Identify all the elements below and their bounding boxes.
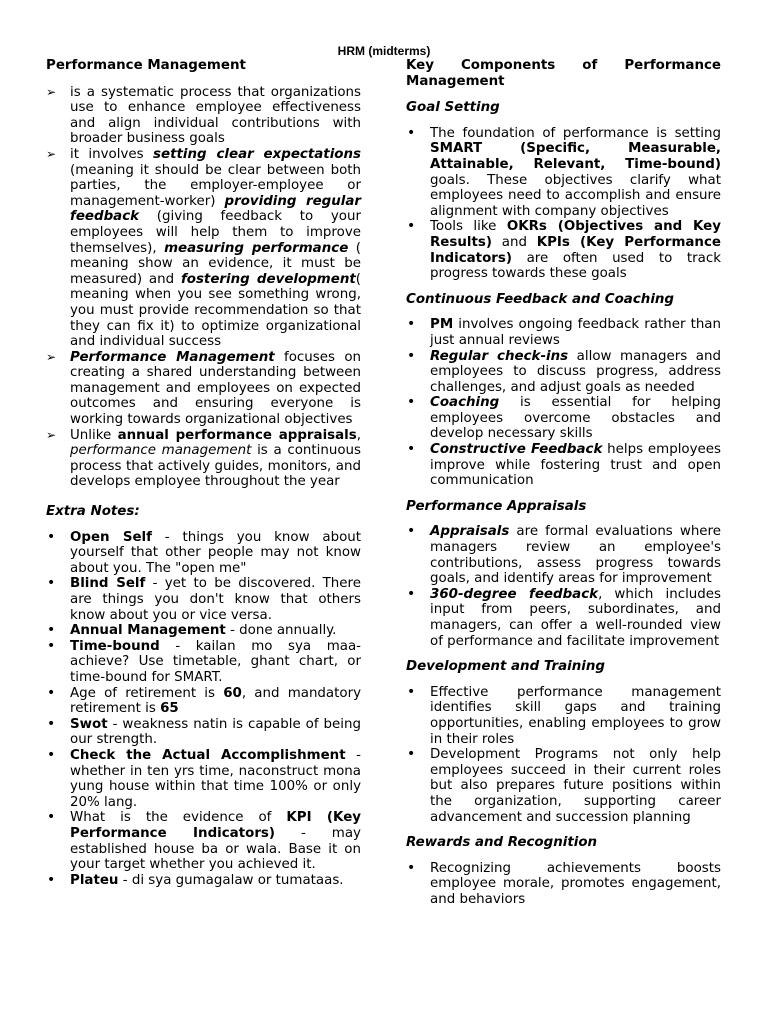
development-training-list	[406, 685, 721, 825]
development-training-heading: Development and Training	[406, 659, 605, 675]
list-item: • Effective performance management identifies skill gaps and training opportunities, enabling employees to grow in their roles	[406, 685, 721, 747]
continuous-feedback-list	[406, 317, 721, 489]
list-item: • Coaching is essential for helping employees overcome obstacles and develop necessary skills	[406, 395, 721, 442]
performance-appraisals-list	[406, 524, 721, 649]
rewards-recognition-list	[406, 861, 721, 908]
list-item: ➢ Unlike annual performance appraisals, performance management is a continuous process that actively guides, monitors, and develops employee throughout the year	[46, 428, 361, 490]
list-item: • Recognizing achievements boosts employee morale, promotes engagement, and behaviors	[406, 861, 721, 908]
list-item: • Annual Management - done annually.	[46, 623, 361, 639]
document-title: HRM (midterms)	[337, 44, 431, 58]
performance-appraisals-heading: Performance Appraisals	[406, 498, 587, 514]
list-item: • Time-bound - kailan mo sya maa-achieve? Use timetable, ghant chart, or time-bound for SMART.	[46, 639, 361, 686]
list-item: • Age of retirement is 60, and mandatory retirement is 65	[46, 686, 361, 717]
key-components-heading: Key Components of Performance Management	[406, 58, 721, 89]
list-item: • Swot - weakness natin is capable of being our strength.	[46, 717, 361, 748]
list-item: • Tools like OKRs (Objectives and Key Results) and KPIs (Key Performance Indicators) are often used to track progress towards these goals	[406, 219, 721, 281]
right-column	[406, 58, 721, 908]
list-item: • Check the Actual Accomplishment - whether in ten yrs time, naconstruct mona yung house within that time 100% or only 20% lang.	[46, 748, 361, 810]
list-item: • Open Self - things you know about yourself that other people may not know about you. The "open me"	[46, 530, 361, 577]
list-item: • What is the evidence of KPI (Key Performance Indicators) - may established house ba or wala. Base it on your target whether you achieved it.	[46, 810, 361, 872]
left-column	[46, 58, 361, 888]
list-item: • Constructive Feedback helps employees improve while fostering trust and open communication	[406, 442, 721, 489]
definition-list	[46, 85, 361, 490]
list-item: • Plateu - di sya gumagalaw or tumataas.	[46, 873, 361, 889]
extra-notes-list	[46, 530, 361, 889]
list-item: • Blind Self - yet to be discovered. There are things you don't know that others know about you or vice versa.	[46, 576, 361, 623]
extra-notes-heading: Extra Notes:	[46, 504, 140, 520]
list-item: ➢ is a systematic process that organizations use to enhance employee effectiveness and align individual contributions with broader business goals	[46, 85, 361, 147]
continuous-feedback-heading: Continuous Feedback and Coaching	[406, 291, 675, 307]
performance-management-heading: Performance Management	[46, 58, 246, 73]
list-item: ➢ Performance Management focuses on creating a shared understanding between management and employees on expected outcomes and ensuring everyone is working towards organizational objectives	[46, 350, 361, 428]
list-item: • 360-degree feedback, which includes input from peers, subordinates, and managers, can offer a well-rounded view of performance and facilitate improvement	[406, 587, 721, 649]
list-item: • Regular check-ins allow managers and employees to discuss progress, address challenges, and adjust goals as needed	[406, 349, 721, 396]
list-item: • Appraisals are formal evaluations where managers review an employee's contributions, assess progress towards goals, and identify areas for improvement	[406, 524, 721, 586]
goal-setting-heading: Goal Setting	[406, 100, 500, 116]
list-item: ➢ it involves setting clear expectations (meaning it should be clear between both parties, the employer-employee or management-worker) providing regular feedback (giving feedback to your employees will help them to improve themselves), measuring performance ( meaning show an evidence, it must be measured) and fostering development( meaning when you see something wrong, you must provide recommendation so that they can fix it) to optimize organizational and individual success	[46, 147, 361, 350]
list-item: • The foundation of performance is setting SMART (Specific, Measurable, Attainable, Relevant, Time-bound) goals. These objectives clarify what employees need to accomplish and ensure alignment with company objectives	[406, 126, 721, 220]
list-item: • Development Programs not only help employees succeed in their current roles but also prepares future positions within the organization, supporting career advancement and succession planning	[406, 747, 721, 825]
goal-setting-list	[406, 126, 721, 282]
rewards-recognition-heading: Rewards and Recognition	[406, 835, 598, 851]
list-item: • PM involves ongoing feedback rather than just annual reviews	[406, 317, 721, 348]
